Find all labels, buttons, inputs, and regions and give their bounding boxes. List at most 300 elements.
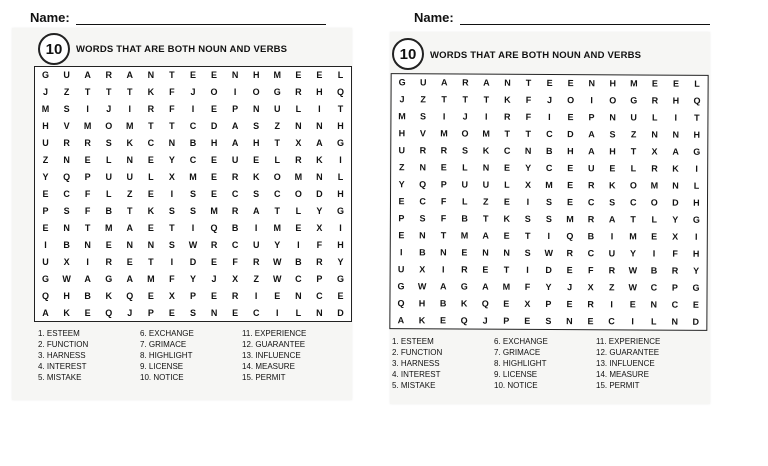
- grid-letter[interactable]: E: [147, 188, 154, 199]
- grid-letter[interactable]: B: [650, 265, 658, 276]
- grid-letter[interactable]: T: [84, 87, 91, 98]
- grid-letter[interactable]: X: [524, 179, 532, 190]
- grid-letter[interactable]: R: [252, 256, 260, 267]
- grid-letter[interactable]: T: [105, 87, 112, 98]
- grid-letter[interactable]: D: [567, 129, 574, 140]
- name-line[interactable]: [76, 12, 326, 25]
- grid-letter[interactable]: P: [316, 273, 323, 284]
- grid-letter[interactable]: Z: [483, 196, 489, 207]
- grid-letter[interactable]: E: [440, 162, 447, 173]
- grid-letter[interactable]: H: [693, 197, 700, 208]
- grid-letter[interactable]: G: [692, 282, 700, 293]
- grid-letter[interactable]: C: [650, 282, 658, 293]
- grid-letter[interactable]: T: [525, 78, 532, 89]
- grid-letter[interactable]: E: [567, 163, 574, 174]
- grid-letter[interactable]: C: [63, 188, 70, 199]
- grid-letter[interactable]: S: [609, 197, 616, 208]
- grid-letter[interactable]: Y: [337, 256, 344, 267]
- grid-letter[interactable]: Q: [481, 298, 489, 309]
- grid-letter[interactable]: I: [674, 112, 678, 123]
- grid-letter[interactable]: A: [252, 205, 260, 216]
- grid-letter[interactable]: E: [629, 299, 636, 310]
- grid-letter[interactable]: E: [609, 163, 616, 174]
- grid-letter[interactable]: A: [483, 78, 490, 89]
- grid-letter[interactable]: E: [567, 197, 574, 208]
- grid-letter[interactable]: A: [126, 222, 134, 233]
- grid-letter[interactable]: G: [692, 214, 700, 225]
- grid-letter[interactable]: R: [105, 70, 112, 81]
- grid-letter[interactable]: K: [672, 163, 679, 174]
- grid-letter[interactable]: B: [461, 213, 468, 224]
- grid-letter[interactable]: M: [104, 222, 113, 233]
- grid-letter[interactable]: I: [548, 112, 551, 123]
- grid-letter[interactable]: N: [650, 299, 658, 310]
- grid-letter[interactable]: U: [63, 70, 70, 81]
- grid-letter[interactable]: M: [210, 205, 218, 216]
- grid-letter[interactable]: F: [316, 239, 323, 250]
- grid-letter[interactable]: K: [418, 314, 426, 325]
- grid-letter[interactable]: G: [105, 273, 113, 284]
- grid-letter[interactable]: T: [630, 214, 636, 225]
- grid-letter[interactable]: H: [418, 297, 426, 308]
- grid-letter[interactable]: M: [41, 104, 50, 115]
- grid-letter[interactable]: N: [588, 78, 596, 89]
- grid-letter[interactable]: A: [672, 146, 679, 157]
- grid-letter[interactable]: U: [252, 239, 260, 250]
- grid-letter[interactable]: N: [316, 307, 323, 318]
- grid-letter[interactable]: E: [232, 307, 239, 318]
- grid-letter[interactable]: G: [42, 70, 50, 81]
- grid-letter[interactable]: L: [694, 79, 700, 90]
- grid-letter[interactable]: U: [126, 172, 134, 183]
- grid-letter[interactable]: E: [147, 155, 154, 166]
- grid-letter[interactable]: N: [210, 307, 218, 318]
- grid-letter[interactable]: U: [42, 138, 49, 149]
- grid-letter[interactable]: M: [482, 128, 490, 139]
- grid-letter[interactable]: S: [189, 188, 196, 199]
- grid-letter[interactable]: L: [274, 155, 280, 166]
- grid-letter[interactable]: J: [399, 94, 405, 105]
- grid-letter[interactable]: L: [650, 316, 657, 327]
- grid-letter[interactable]: H: [567, 146, 574, 157]
- grid-letter[interactable]: H: [693, 130, 701, 141]
- grid-letter[interactable]: E: [503, 230, 510, 241]
- grid-letter[interactable]: L: [651, 214, 658, 225]
- grid-letter[interactable]: I: [526, 264, 529, 275]
- grid-letter[interactable]: M: [440, 128, 448, 139]
- grid-letter[interactable]: E: [211, 155, 218, 166]
- grid-letter[interactable]: P: [671, 282, 678, 293]
- grid-letter[interactable]: J: [43, 87, 49, 98]
- grid-letter[interactable]: E: [189, 70, 196, 81]
- grid-letter[interactable]: A: [316, 138, 323, 149]
- grid-letter[interactable]: G: [42, 273, 50, 284]
- grid-letter[interactable]: L: [504, 179, 510, 190]
- grid-letter[interactable]: N: [440, 247, 447, 258]
- grid-letter[interactable]: T: [127, 205, 133, 216]
- grid-letter[interactable]: B: [63, 239, 70, 250]
- grid-letter[interactable]: Z: [420, 94, 426, 105]
- grid-letter[interactable]: X: [672, 231, 679, 242]
- grid-letter[interactable]: C: [587, 247, 595, 259]
- grid-letter[interactable]: J: [546, 95, 553, 106]
- grid-letter[interactable]: B: [545, 146, 553, 157]
- grid-letter[interactable]: H: [252, 138, 260, 149]
- grid-letter[interactable]: I: [339, 222, 342, 233]
- grid-letter[interactable]: T: [148, 256, 154, 267]
- grid-letter[interactable]: R: [295, 87, 302, 98]
- grid-letter[interactable]: N: [231, 70, 239, 81]
- grid-letter[interactable]: B: [231, 222, 239, 233]
- grid-letter[interactable]: E: [337, 290, 344, 301]
- grid-letter[interactable]: W: [628, 282, 638, 293]
- grid-letter[interactable]: K: [147, 205, 155, 216]
- grid-letter[interactable]: M: [273, 222, 281, 233]
- grid-letter[interactable]: M: [398, 111, 406, 122]
- grid-letter[interactable]: C: [671, 299, 679, 310]
- grid-letter[interactable]: Z: [127, 188, 133, 199]
- grid-letter[interactable]: Y: [545, 281, 552, 292]
- grid-letter[interactable]: B: [439, 298, 447, 309]
- grid-letter[interactable]: E: [587, 315, 594, 326]
- grid-letter[interactable]: X: [295, 138, 302, 149]
- grid-letter[interactable]: R: [147, 104, 155, 115]
- grid-letter[interactable]: I: [590, 95, 593, 106]
- grid-letter[interactable]: S: [609, 129, 616, 140]
- grid-letter[interactable]: F: [169, 104, 175, 115]
- grid-letter[interactable]: Y: [672, 214, 679, 225]
- grid-letter[interactable]: V: [419, 128, 426, 139]
- grid-letter[interactable]: S: [63, 104, 70, 115]
- grid-letter[interactable]: E: [503, 298, 510, 309]
- grid-letter[interactable]: I: [339, 155, 342, 166]
- grid-letter[interactable]: R: [671, 265, 679, 276]
- grid-letter[interactable]: R: [587, 214, 595, 225]
- grid-letter[interactable]: T: [525, 129, 532, 140]
- grid-letter[interactable]: B: [84, 290, 91, 301]
- grid-letter[interactable]: N: [503, 247, 510, 258]
- grid-letter[interactable]: Z: [274, 121, 280, 132]
- grid-letter[interactable]: D: [316, 188, 323, 199]
- grid-letter[interactable]: C: [252, 307, 260, 318]
- grid-letter[interactable]: H: [42, 121, 49, 132]
- grid-letter[interactable]: R: [84, 138, 91, 149]
- grid-letter[interactable]: K: [503, 213, 511, 224]
- grid-letter[interactable]: E: [211, 256, 218, 267]
- grid-letter[interactable]: E: [84, 155, 91, 166]
- grid-letter[interactable]: L: [462, 162, 468, 173]
- grid-letter[interactable]: M: [189, 172, 197, 183]
- grid-letter[interactable]: F: [525, 112, 532, 123]
- grid-letter[interactable]: Y: [274, 239, 281, 250]
- grid-letter[interactable]: R: [105, 256, 112, 267]
- grid-letter[interactable]: U: [588, 163, 595, 174]
- grid-letter[interactable]: H: [337, 188, 344, 199]
- grid-letter[interactable]: E: [567, 112, 574, 123]
- grid-letter[interactable]: S: [419, 111, 427, 122]
- grid-letter[interactable]: A: [126, 273, 134, 284]
- grid-letter[interactable]: W: [188, 239, 198, 250]
- grid-letter[interactable]: E: [42, 188, 49, 199]
- grid-letter[interactable]: E: [211, 172, 218, 183]
- grid-letter[interactable]: S: [545, 196, 553, 208]
- grid-letter[interactable]: N: [672, 129, 680, 140]
- grid-letter[interactable]: E: [316, 70, 323, 81]
- grid-letter[interactable]: A: [231, 121, 239, 132]
- grid-letter[interactable]: P: [42, 205, 49, 216]
- grid-letter[interactable]: S: [253, 121, 260, 132]
- grid-letter[interactable]: C: [189, 155, 197, 166]
- grid-letter[interactable]: M: [545, 180, 553, 191]
- grid-letter[interactable]: A: [482, 281, 489, 292]
- grid-letter[interactable]: T: [274, 205, 280, 216]
- grid-letter[interactable]: K: [316, 155, 323, 166]
- grid-letter[interactable]: N: [482, 247, 489, 258]
- grid-letter[interactable]: I: [297, 239, 300, 250]
- grid-letter[interactable]: N: [671, 316, 679, 327]
- grid-letter[interactable]: J: [211, 273, 217, 284]
- grid-letter[interactable]: H: [609, 78, 617, 89]
- grid-letter[interactable]: O: [294, 188, 302, 199]
- grid-letter[interactable]: N: [147, 239, 155, 250]
- grid-letter[interactable]: M: [126, 121, 134, 132]
- grid-letter[interactable]: F: [232, 256, 238, 267]
- grid-letter[interactable]: I: [233, 87, 237, 98]
- grid-letter[interactable]: T: [694, 113, 700, 124]
- grid-letter[interactable]: D: [545, 264, 552, 275]
- grid-letter[interactable]: S: [189, 205, 196, 216]
- grid-letter[interactable]: F: [524, 281, 531, 292]
- grid-letter[interactable]: E: [566, 264, 573, 275]
- grid-letter[interactable]: W: [417, 280, 427, 292]
- grid-letter[interactable]: L: [651, 112, 658, 123]
- grid-letter[interactable]: E: [546, 78, 553, 89]
- grid-letter[interactable]: P: [440, 179, 447, 190]
- grid-letter[interactable]: H: [692, 248, 700, 259]
- grid-letter[interactable]: R: [651, 95, 659, 106]
- grid-letter[interactable]: T: [148, 121, 154, 132]
- grid-letter[interactable]: U: [231, 155, 239, 166]
- grid-letter[interactable]: N: [609, 112, 616, 123]
- grid-letter[interactable]: E: [567, 180, 574, 191]
- grid-letter[interactable]: E: [126, 256, 133, 267]
- grid-letter[interactable]: N: [63, 222, 70, 233]
- grid-letter[interactable]: K: [147, 87, 155, 98]
- grid-letter[interactable]: T: [337, 104, 344, 115]
- name-line[interactable]: [460, 12, 710, 25]
- grid-letter[interactable]: T: [440, 230, 447, 241]
- grid-letter[interactable]: N: [672, 180, 679, 191]
- grid-letter[interactable]: E: [168, 307, 175, 318]
- grid-letter[interactable]: P: [588, 112, 595, 123]
- grid-letter[interactable]: U: [419, 77, 427, 88]
- grid-letter[interactable]: R: [231, 172, 239, 183]
- grid-letter[interactable]: T: [524, 230, 531, 241]
- grid-letter[interactable]: M: [630, 78, 638, 89]
- grid-letter[interactable]: W: [273, 256, 282, 267]
- grid-letter[interactable]: S: [419, 213, 426, 224]
- grid-letter[interactable]: N: [504, 78, 511, 89]
- grid-letter[interactable]: N: [168, 138, 176, 149]
- grid-letter[interactable]: P: [189, 290, 196, 301]
- grid-letter[interactable]: T: [462, 94, 469, 105]
- grid-letter[interactable]: X: [168, 290, 175, 301]
- grid-letter[interactable]: Z: [630, 129, 637, 140]
- grid-letter[interactable]: K: [460, 298, 468, 309]
- grid-letter[interactable]: R: [440, 145, 448, 156]
- grid-letter[interactable]: C: [503, 145, 511, 156]
- grid-letter[interactable]: E: [105, 239, 112, 250]
- grid-letter[interactable]: I: [547, 230, 551, 241]
- grid-letter[interactable]: J: [462, 111, 468, 122]
- grid-letter[interactable]: T: [482, 213, 489, 224]
- grid-letter[interactable]: E: [398, 230, 405, 241]
- grid-letter[interactable]: I: [191, 222, 195, 233]
- grid-letter[interactable]: C: [546, 129, 553, 140]
- grid-letter[interactable]: P: [232, 104, 239, 115]
- grid-letter[interactable]: W: [273, 273, 282, 284]
- grid-letter[interactable]: C: [231, 239, 239, 250]
- grid-letter[interactable]: L: [337, 172, 344, 183]
- grid-letter[interactable]: U: [630, 112, 637, 123]
- grid-letter[interactable]: E: [253, 155, 260, 166]
- grid-letter[interactable]: I: [652, 248, 656, 259]
- grid-letter[interactable]: I: [254, 290, 258, 301]
- grid-letter[interactable]: W: [544, 247, 553, 258]
- grid-letter[interactable]: E: [398, 196, 405, 207]
- grid-letter[interactable]: Q: [460, 315, 468, 326]
- grid-letter[interactable]: H: [337, 121, 344, 132]
- grid-letter[interactable]: I: [399, 247, 403, 258]
- grid-letter[interactable]: E: [211, 70, 218, 81]
- grid-letter[interactable]: F: [440, 213, 447, 224]
- grid-letter[interactable]: U: [398, 145, 406, 156]
- grid-letter[interactable]: E: [439, 314, 447, 325]
- grid-letter[interactable]: A: [588, 129, 595, 140]
- grid-letter[interactable]: S: [168, 239, 175, 250]
- grid-letter[interactable]: C: [587, 197, 595, 208]
- grid-letter[interactable]: O: [609, 95, 617, 106]
- grid-letter[interactable]: N: [482, 162, 490, 173]
- grid-letter[interactable]: M: [83, 121, 92, 132]
- grid-letter[interactable]: T: [169, 222, 175, 233]
- grid-letter[interactable]: E: [461, 247, 468, 258]
- grid-letter[interactable]: G: [336, 205, 344, 216]
- grid-letter[interactable]: C: [545, 163, 553, 174]
- grid-letter[interactable]: V: [63, 121, 70, 132]
- grid-letter[interactable]: I: [44, 239, 47, 250]
- grid-letter[interactable]: K: [608, 180, 616, 191]
- grid-letter[interactable]: O: [105, 121, 113, 132]
- grid-letter[interactable]: I: [86, 104, 89, 115]
- grid-letter[interactable]: C: [419, 196, 426, 207]
- grid-letter[interactable]: S: [545, 315, 552, 326]
- grid-letter[interactable]: N: [126, 155, 134, 166]
- grid-letter[interactable]: S: [461, 145, 469, 156]
- grid-letter[interactable]: I: [86, 256, 89, 267]
- grid-letter[interactable]: E: [651, 78, 658, 90]
- grid-letter[interactable]: C: [147, 138, 155, 149]
- grid-letter[interactable]: A: [84, 273, 91, 284]
- grid-letter[interactable]: I: [276, 307, 279, 318]
- grid-letter[interactable]: K: [105, 290, 112, 301]
- grid-letter[interactable]: F: [169, 87, 175, 98]
- grid-letter[interactable]: S: [524, 247, 531, 258]
- grid-letter[interactable]: Y: [693, 265, 700, 276]
- grid-letter[interactable]: E: [147, 290, 154, 301]
- grid-letter[interactable]: L: [693, 180, 700, 191]
- grid-letter[interactable]: S: [63, 205, 70, 216]
- grid-letter[interactable]: E: [524, 315, 531, 326]
- grid-letter[interactable]: A: [439, 281, 447, 292]
- grid-letter[interactable]: A: [84, 70, 91, 81]
- grid-letter[interactable]: I: [442, 264, 445, 275]
- grid-letter[interactable]: D: [189, 256, 197, 267]
- grid-letter[interactable]: R: [462, 77, 469, 89]
- grid-letter[interactable]: Q: [397, 297, 405, 308]
- grid-letter[interactable]: Q: [210, 222, 218, 233]
- grid-letter[interactable]: O: [210, 87, 218, 98]
- grid-letter[interactable]: C: [295, 273, 302, 284]
- grid-letter[interactable]: H: [609, 146, 616, 157]
- grid-letter[interactable]: X: [316, 222, 323, 233]
- grid-letter[interactable]: T: [169, 70, 175, 81]
- grid-letter[interactable]: E: [147, 222, 154, 233]
- grid-letter[interactable]: M: [502, 281, 511, 292]
- grid-letter[interactable]: E: [567, 78, 574, 89]
- grid-letter[interactable]: U: [42, 256, 49, 267]
- grid-letter[interactable]: P: [398, 213, 405, 224]
- grid-letter[interactable]: S: [189, 307, 196, 318]
- grid-letter[interactable]: A: [608, 214, 616, 225]
- grid-letter[interactable]: K: [63, 307, 70, 318]
- grid-letter[interactable]: G: [398, 77, 406, 88]
- grid-letter[interactable]: N: [147, 70, 155, 81]
- grid-letter[interactable]: R: [231, 290, 239, 301]
- grid-letter[interactable]: N: [566, 315, 573, 326]
- grid-letter[interactable]: Y: [189, 273, 196, 284]
- grid-letter[interactable]: R: [461, 264, 468, 275]
- grid-letter[interactable]: E: [211, 104, 218, 115]
- grid-letter[interactable]: N: [316, 172, 323, 183]
- grid-letter[interactable]: E: [482, 264, 489, 275]
- grid-letter[interactable]: X: [168, 172, 175, 183]
- grid-letter[interactable]: Y: [398, 179, 405, 190]
- grid-letter[interactable]: Q: [566, 230, 574, 241]
- grid-letter[interactable]: A: [42, 307, 49, 318]
- grid-letter[interactable]: I: [170, 256, 174, 267]
- grid-letter[interactable]: I: [694, 231, 698, 242]
- grid-letter[interactable]: N: [419, 230, 426, 241]
- grid-letter[interactable]: Q: [693, 96, 701, 107]
- grid-letter[interactable]: H: [252, 70, 260, 81]
- grid-letter[interactable]: I: [191, 104, 195, 115]
- grid-letter[interactable]: L: [630, 163, 637, 174]
- grid-letter[interactable]: E: [211, 188, 218, 199]
- grid-letter[interactable]: U: [105, 172, 112, 183]
- grid-letter[interactable]: G: [630, 95, 638, 106]
- grid-letter[interactable]: G: [336, 273, 344, 284]
- grid-letter[interactable]: E: [295, 70, 302, 81]
- grid-letter[interactable]: H: [316, 87, 323, 98]
- grid-letter[interactable]: I: [610, 298, 613, 309]
- grid-letter[interactable]: E: [566, 298, 573, 309]
- grid-letter[interactable]: Y: [168, 155, 175, 166]
- grid-letter[interactable]: O: [650, 197, 658, 208]
- grid-letter[interactable]: L: [461, 196, 468, 207]
- grid-letter[interactable]: U: [461, 179, 469, 190]
- grid-letter[interactable]: R: [316, 256, 323, 267]
